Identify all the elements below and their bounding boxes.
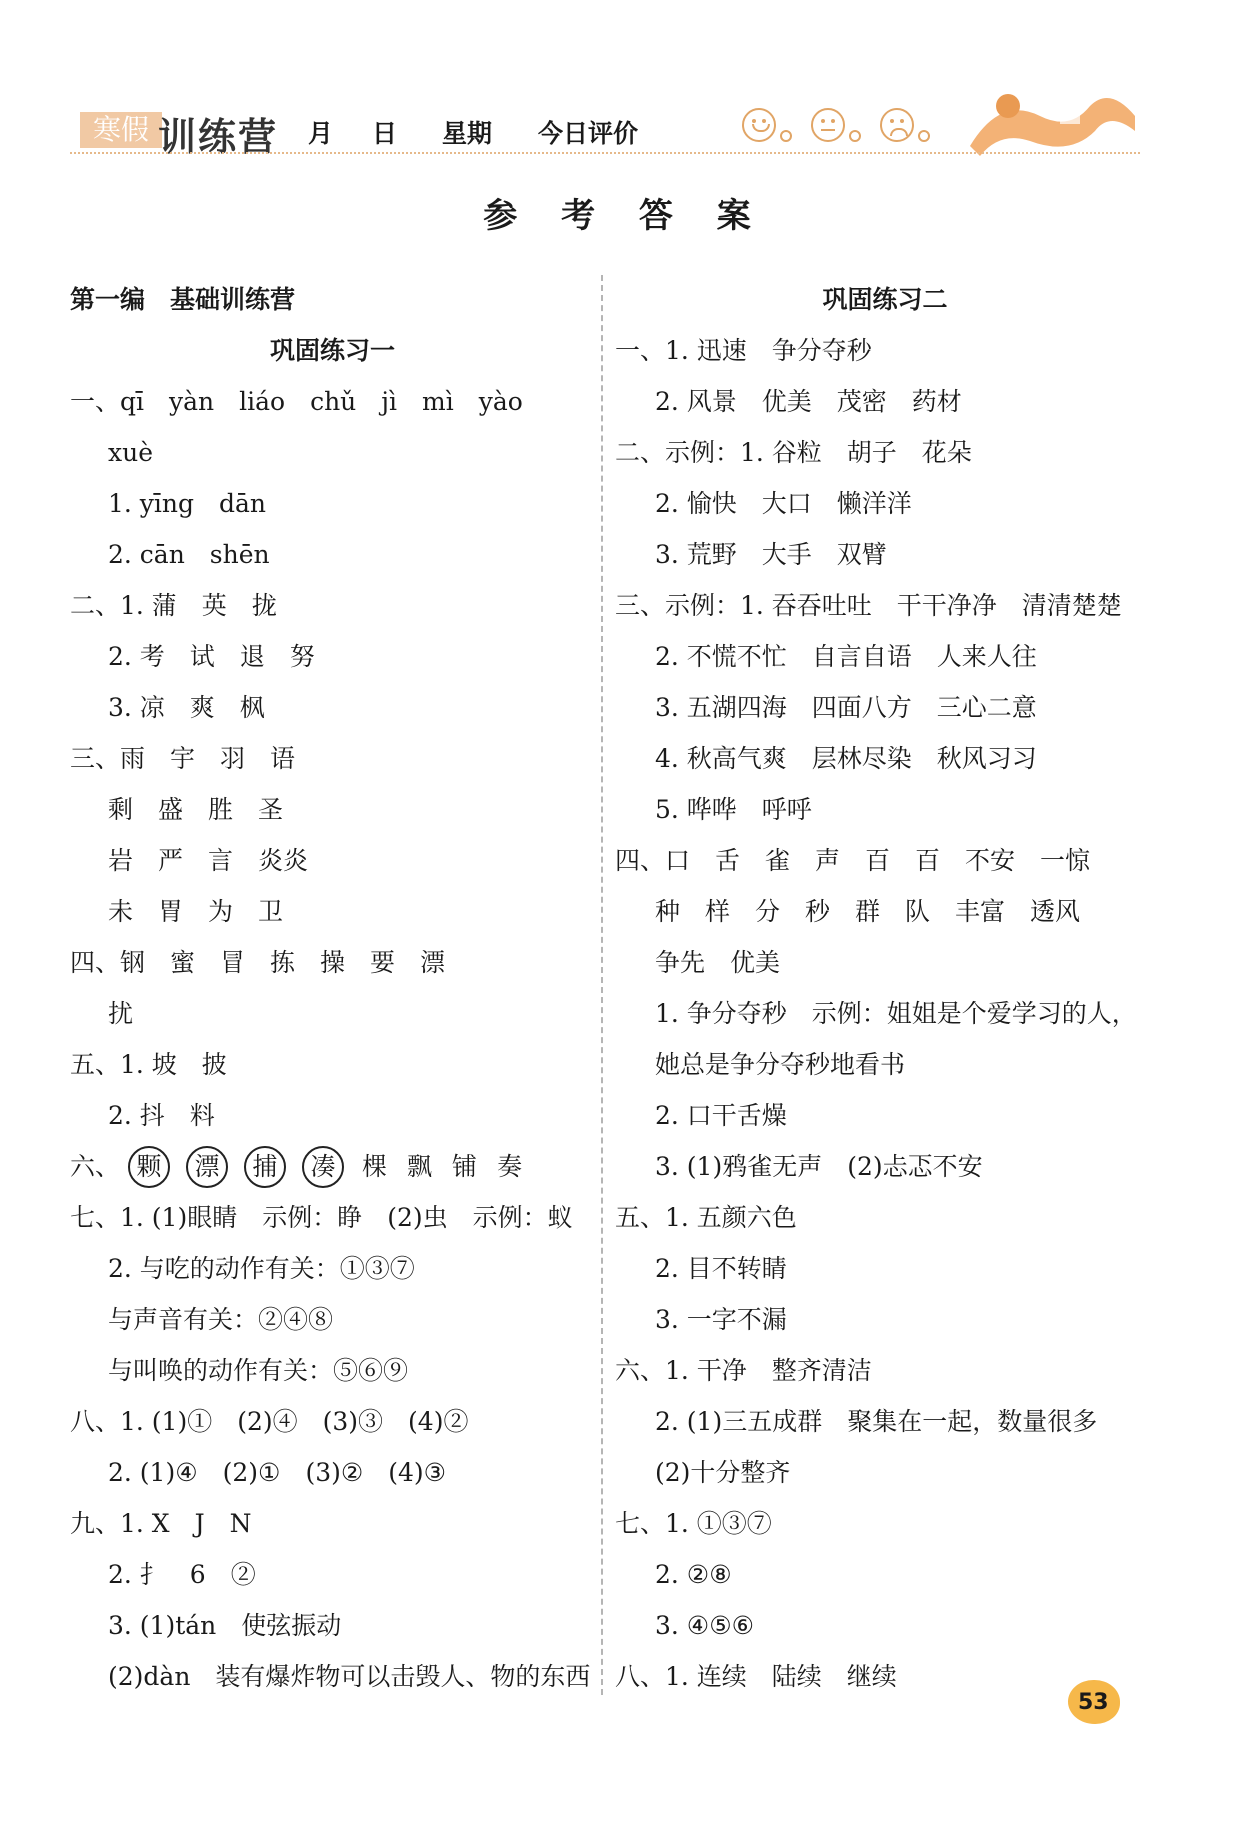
answer-line: 4. 秋高气爽 层林尽染 秋风习习 [655, 744, 1037, 773]
answer-line: 5. 哗哗 呼呼 [655, 795, 812, 824]
answer-line: (2)dàn 装有爆炸物可以击毁人、物的东西 [108, 1662, 591, 1691]
answer-line: 四、口 舌 雀 声 百 百 不安 一惊 [615, 846, 1091, 875]
answer-line: 二、1. 蒲 英 拢 [70, 591, 277, 620]
answer-line: (2)十分整齐 [655, 1458, 791, 1487]
circled-char: 颗 [128, 1146, 170, 1188]
circled-char: 漂 [186, 1146, 228, 1188]
answer-line: 种 样 分 秒 群 队 丰富 透风 [655, 897, 1081, 926]
answer-line: 2. 不慌不忙 自言自语 人来人往 [655, 642, 1037, 671]
answer-line: 3. (1)tán 使弦振动 [108, 1611, 342, 1640]
page-header [70, 96, 1140, 159]
smile-face-icon [742, 108, 776, 142]
month-label: 月 [308, 119, 334, 148]
answer-line-six [70, 1141, 595, 1192]
answer-line: 她总是争分夺秒地看书 [655, 1050, 906, 1079]
brand-title: 训练营 [158, 115, 279, 159]
answer-line: 岩 严 言 炎炎 [108, 846, 309, 875]
day-label: 日 [372, 119, 398, 148]
plain-char: 飘 [407, 1152, 433, 1181]
answer-line: 2. cān shēn [108, 540, 270, 569]
answer-line: 2. 扌 6 ② [108, 1560, 256, 1589]
answer-line: 3. ④⑤⑥ [655, 1611, 755, 1640]
answer-line: 与声音有关：②④⑧ [108, 1305, 334, 1334]
section-heading: 巩固练习一 [269, 336, 395, 365]
answer-line: 四、钢 蜜 冒 拣 操 要 漂 [70, 948, 446, 977]
answer-line: 七、1. ①③⑦ [615, 1509, 772, 1538]
answer-line: 争先 优美 [655, 948, 781, 977]
rating-faces [742, 108, 944, 142]
answer-line: 一、1. 迅速 争分夺秒 [615, 336, 872, 365]
answer-line: 一、qī yàn liáo chǔ jì mì yào [70, 387, 523, 416]
answer-line: 2. 考 试 退 努 [108, 642, 315, 671]
dot-icon [849, 130, 861, 142]
answer-line: 与叫唤的动作有关：⑤⑥⑨ [108, 1356, 409, 1385]
answer-line: 2. 愉快 大口 懒洋洋 [655, 489, 912, 518]
answer-line: 三、示例：1. 吞吞吐吐 干干净净 清清楚楚 [615, 591, 1122, 620]
answer-line: 1. yīng dān [108, 489, 267, 518]
answer-line: 3. (1)鸦雀无声 (2)忐忑不安 [655, 1152, 983, 1181]
answer-line: 2. 与吃的动作有关：①③⑦ [108, 1254, 415, 1283]
answer-line: 2. 口干舌燥 [655, 1101, 787, 1130]
answer-line: 2. 抖 料 [108, 1101, 215, 1130]
answer-line: 三、雨 宇 羽 语 [70, 744, 296, 773]
right-column [615, 274, 1155, 1702]
circled-char: 凑 [302, 1146, 344, 1188]
answer-line: 2. 风景 优美 茂密 药材 [655, 387, 962, 416]
answer-line: 八、1. 连续 陆续 继续 [615, 1662, 897, 1691]
answer-line: 3. 凉 爽 枫 [108, 693, 265, 722]
left-column [70, 274, 595, 1702]
answer-line: 3. 五湖四海 四面八方 三心二意 [655, 693, 1037, 722]
answer-line: 1. 争分夺秒 示例：姐姐是个爱学习的人， [655, 999, 1137, 1028]
neutral-face-icon [811, 108, 845, 142]
weekday-label: 星期 [442, 119, 493, 148]
answer-line: 剩 盛 胜 圣 [108, 795, 284, 824]
answer-line: 2. (1)④ (2)① (3)② (4)③ [108, 1458, 447, 1487]
answer-line: 2. 目不转睛 [655, 1254, 787, 1283]
section-heading: 巩固练习二 [822, 285, 948, 314]
answer-line: 六、1. 干净 整齐清洁 [615, 1356, 872, 1385]
header-divider [70, 152, 1140, 154]
answer-line: 3. 一字不漏 [655, 1305, 787, 1334]
answer-line: 扰 [108, 999, 134, 1028]
answer-line: 2. (1)三五成群 聚集在一起，数量很多 [655, 1407, 1098, 1436]
page-number: 53 [1078, 1690, 1109, 1715]
answer-line: 3. 荒野 大手 双臂 [655, 540, 887, 569]
answer-line: 七、1. (1)眼睛 示例：睁 (2)虫 示例：蚁 [70, 1203, 573, 1232]
column-divider [601, 275, 603, 1695]
dot-icon [918, 130, 930, 142]
answer-line: 九、1. X J N [70, 1509, 252, 1538]
plain-char: 奏 [497, 1152, 523, 1181]
answer-line: 五、1. 坡 披 [70, 1050, 227, 1079]
answer-line: 八、1. (1)① (2)④ (3)③ (4)② [70, 1407, 469, 1436]
circled-char: 捕 [244, 1146, 286, 1188]
answer-line: 五、1. 五颜六色 [615, 1203, 797, 1232]
answer-line: 2. ②⑧ [655, 1560, 732, 1589]
sad-face-icon [880, 108, 914, 142]
page-title: 参 考 答 案 [483, 196, 767, 236]
six-label: 六、 [70, 1152, 121, 1181]
answer-line: xuè [108, 438, 153, 467]
plain-char: 铺 [452, 1152, 478, 1181]
rating-label: 今日评价 [538, 119, 639, 148]
section-heading: 第一编 基础训练营 [70, 285, 296, 314]
plain-char: 棵 [362, 1152, 388, 1181]
answer-line: 二、示例：1. 谷粒 胡子 花朵 [615, 438, 972, 467]
winter-badge: 寒假 [80, 112, 162, 148]
answer-line: 未 胃 为 卫 [108, 897, 284, 926]
dot-icon [780, 130, 792, 142]
